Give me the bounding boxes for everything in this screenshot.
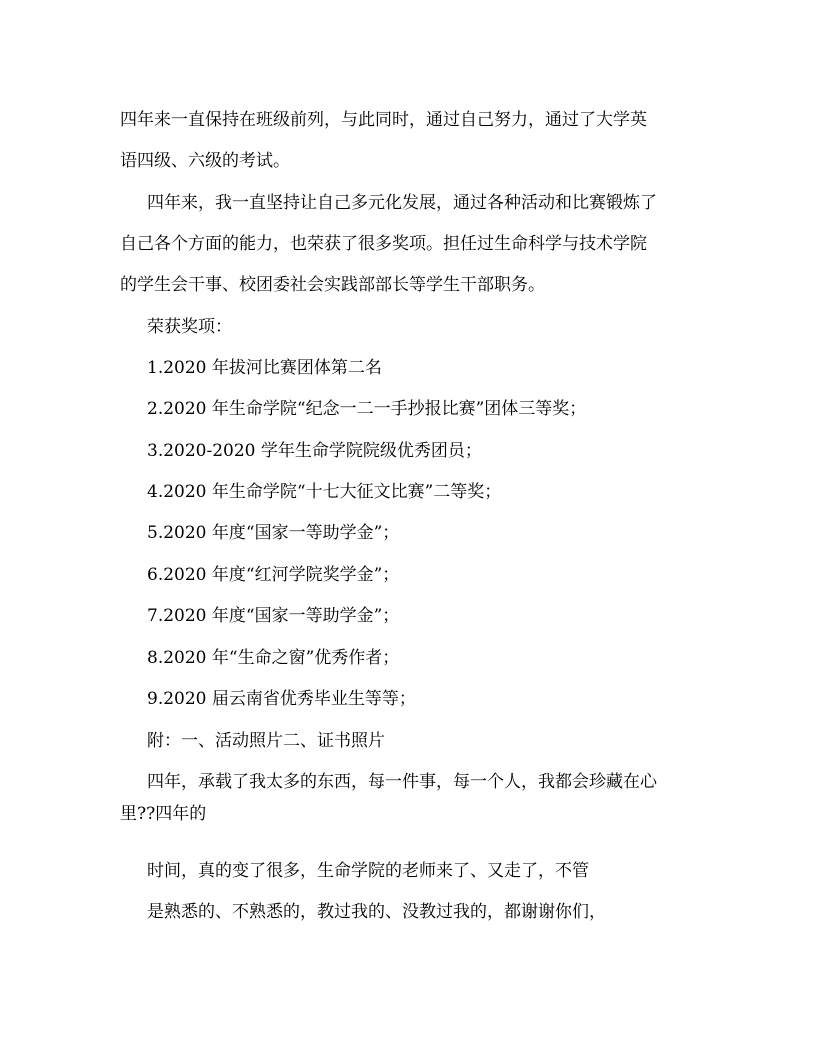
award-item-9: 9.2020 届云南省优秀毕业生等等； xyxy=(147,689,416,709)
awards-heading: 荣获奖项： xyxy=(147,317,232,337)
paragraph-line-19: 时间，真的变了很多，生命学院的老师来了、又走了，不管 xyxy=(147,861,589,881)
paragraph-line-20: 是熟悉的、不熟悉的，教过我的、没教过我的，都谢谢你们， xyxy=(147,902,606,922)
award-item-5: 5.2020 年度“国家一等助学金”； xyxy=(147,523,400,543)
paragraph-line-2: 语四级、六级的考试。 xyxy=(120,151,290,171)
paragraph-line-17: 四年，承载了我太多的东西，每一件事，每一个人，我都会珍藏在心 xyxy=(147,772,657,792)
award-item-2: 2.2020 年生命学院“纪念一二一手抄报比赛”团体三等奖； xyxy=(147,399,587,419)
award-item-1: 1.2020 年拔河比赛团体第二名 xyxy=(147,358,382,378)
paragraph-line-1: 四年来一直保持在班级前列，与此同时，通过自己努力，通过了大学英 xyxy=(120,110,647,130)
paragraph-line-4: 自己各个方面的能力，也荣获了很多奖项。担任过生命科学与技术学院 xyxy=(120,234,647,254)
attachment-note: 附：一、活动照片二、证书照片 xyxy=(147,731,385,751)
award-item-8: 8.2020 年“生命之窗”优秀作者； xyxy=(147,648,400,668)
award-item-6: 6.2020 年度“红河学院奖学金”； xyxy=(147,565,400,585)
paragraph-line-3: 四年来，我一直坚持让自己多元化发展，通过各种活动和比赛锻炼了 xyxy=(147,193,657,213)
paragraph-line-5: 的学生会干事、校团委社会实践部部长等学生干部职务。 xyxy=(120,275,545,295)
award-item-4: 4.2020 年生命学院“十七大征文比赛”二等奖； xyxy=(147,482,502,502)
award-item-7: 7.2020 年度“国家一等助学金”； xyxy=(147,606,400,626)
award-item-3: 3.2020-2020 学年生命学院院级优秀团员； xyxy=(147,441,482,461)
paragraph-line-18: 里??四年的 xyxy=(120,804,207,824)
